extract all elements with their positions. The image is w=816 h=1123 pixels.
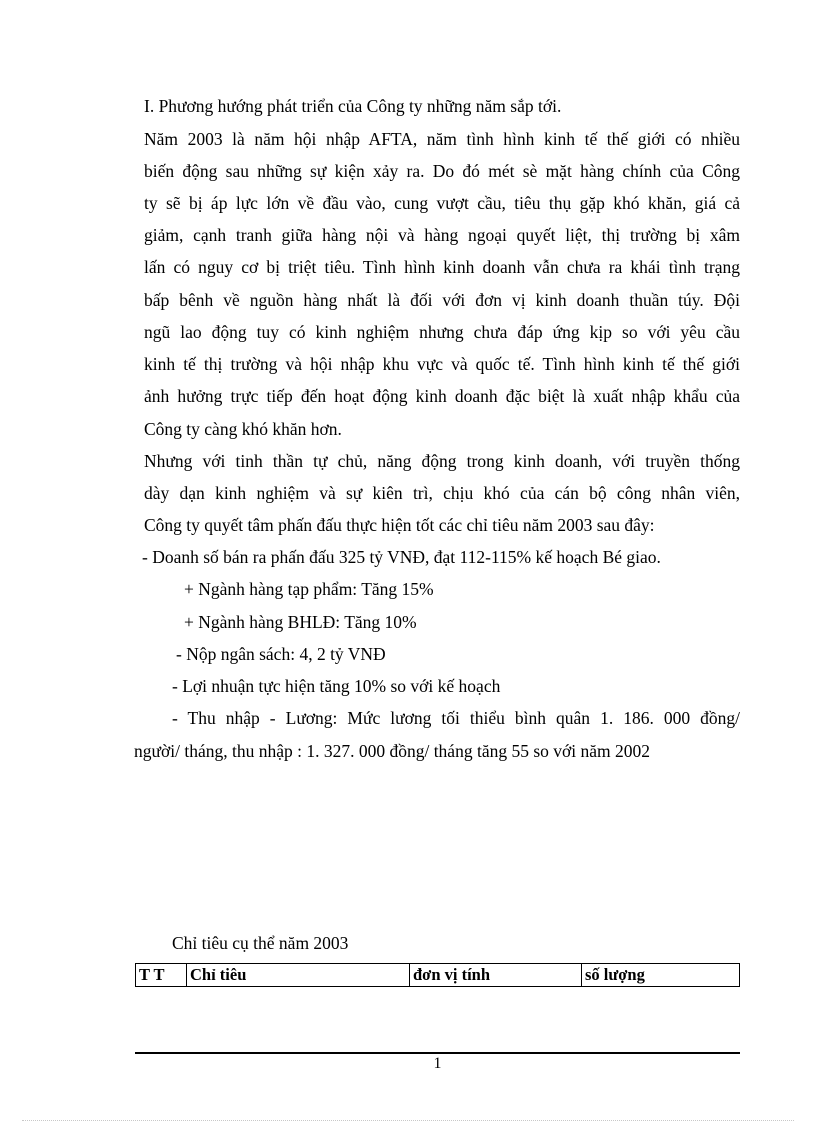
table-caption: Chỉ tiêu cụ thể năm 2003 (172, 933, 349, 953)
page-bottom-edge (22, 1120, 794, 1121)
paragraph-2-line-3: Công ty quyết tâm phấn đấu thực hiện tốt các chỉ tiêu năm 2003 sau đây: (144, 515, 655, 535)
target-groceries: + Ngành hàng tạp phẩm: Tăng 15% (184, 579, 434, 599)
paragraph-1-line-9: ảnh hưởng trực tiếp đến hoạt động kinh doanh đặc biệt là xuất nhập khẩu của (144, 386, 740, 406)
target-sales: - Doanh số bán ra phấn đấu 325 tỷ VNĐ, đạt 112-115% kế hoạch Bé giao. (142, 547, 661, 567)
paragraph-1-line-4: giảm, cạnh tranh giữa hàng nội và hàng ngoại quyết liệt, thị trường bị xâm (144, 225, 740, 245)
page-number: 1 (433, 1055, 442, 1072)
table-header-unit: đơn vị tính (409, 964, 581, 986)
paragraph-2-line-2: dày dạn kinh nghiệm và sự kiên trì, chịu khó của cán bộ công nhân viên, (144, 483, 740, 503)
target-income-line-2: người/ tháng, thu nhập : 1. 327. 000 đồng/ tháng tăng 55 so với năm 2002 (134, 741, 651, 761)
paragraph-1-line-1: Năm 2003 là năm hội nhập AFTA, năm tình hình kinh tế thế giới có nhiều (144, 129, 740, 149)
paragraph-1-line-6: bấp bênh về nguồn hàng nhất là đối với đơn vị kinh doanh thuần túy. Đội (144, 290, 740, 310)
paragraph-1-line-2: biến động sau những sự kiện xảy ra. Do đó mét sè mặt hàng chính của Công (144, 161, 740, 181)
target-income-line-1: - Thu nhập - Lương: Mức lương tối thiểu bình quân 1. 186. 000 đồng/ (172, 708, 740, 728)
paragraph-1-line-8: kinh tế thị trường và hội nhập khu vực và quốc tế. Tình hình kinh tế thế giới (144, 354, 740, 374)
paragraph-1-line-3: ty sẽ bị áp lực lớn về đầu vào, cung vượt cầu, tiêu thụ gặp khó khăn, giá cả (144, 193, 740, 213)
table-header-quantity: số lượng (581, 964, 739, 986)
table-header-indicator: Chỉ tiêu (186, 964, 409, 986)
targets-table-header-row (135, 963, 740, 987)
paragraph-2-line-1: Nhưng với tinh thần tự chủ, năng động trong kinh doanh, với truyền thống (144, 451, 740, 471)
paragraph-1-line-5: lấn có nguy cơ bị triệt tiêu. Tình hình kinh doanh vẫn chưa ra khái tình trạng (144, 257, 740, 277)
section-heading: I. Phương hướng phát triển của Công ty những năm sắp tới. (144, 96, 562, 116)
target-budget: - Nộp ngân sách: 4, 2 tỷ VNĐ (176, 644, 386, 664)
paragraph-1-line-10: Công ty càng khó khăn hơn. (144, 419, 342, 439)
table-header-tt: T T (139, 965, 165, 984)
target-bhld: + Ngành hàng BHLĐ: Tăng 10% (184, 612, 417, 632)
target-profit: - Lợi nhuận tực hiện tăng 10% so với kế hoạch (172, 676, 501, 696)
paragraph-1-line-7: ngũ lao động tuy có kinh nghiệm nhưng chưa đáp ứng kịp so với yêu cầu (144, 322, 740, 342)
